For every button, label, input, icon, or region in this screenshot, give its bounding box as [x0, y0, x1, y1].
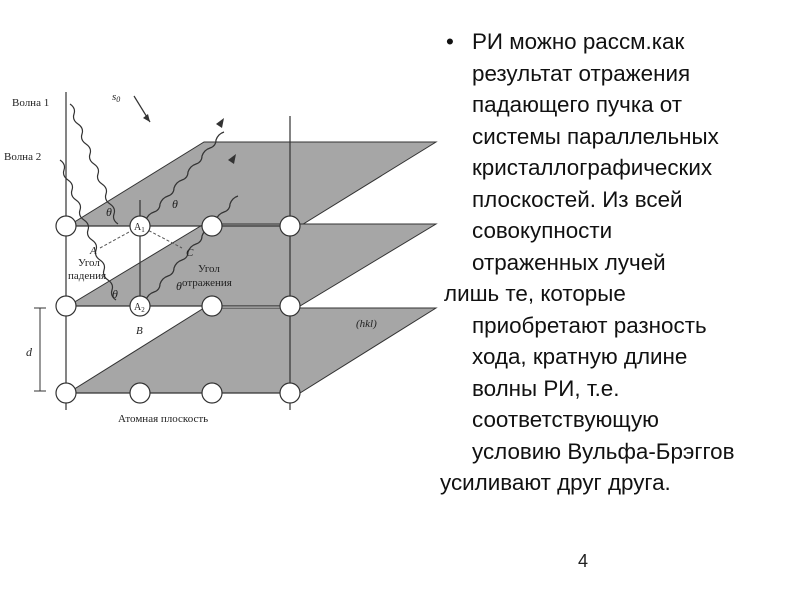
- theta-label-2: θ: [172, 197, 178, 211]
- text-line: условию Вульфа-Брэггов: [472, 438, 735, 464]
- hkl-label: (hkl): [356, 318, 377, 330]
- atom: [56, 216, 76, 236]
- text-block: [440, 26, 795, 499]
- text-line: соответствующую: [472, 407, 659, 432]
- bullet-line-1: [440, 26, 795, 58]
- bragg-diagram: [0, 80, 440, 440]
- bullet-dot: •: [446, 29, 454, 54]
- A1-label: $A_1$: [134, 222, 145, 234]
- atom: [130, 383, 150, 403]
- atom: [202, 216, 222, 236]
- text-line: усиливают друг друга.: [440, 470, 671, 495]
- atom: [56, 383, 76, 403]
- s0-label: s0: [112, 91, 121, 104]
- theta-label-1: θ: [106, 205, 112, 219]
- incidence-angle-label-1: Угол: [78, 257, 100, 269]
- text-line: кристаллографических: [472, 155, 713, 180]
- reflection-angle-label-1: Угол: [198, 263, 220, 275]
- text-line: результат отражения: [472, 60, 691, 86]
- text-line: системы параллельных: [472, 123, 719, 149]
- text-line: падающего пучка от: [472, 92, 683, 117]
- crystal-plane-middle: [68, 224, 436, 306]
- crystal-plane-top: [68, 142, 436, 226]
- text-line: совокупности: [472, 218, 613, 243]
- text-line: хода, кратную длине: [472, 344, 688, 369]
- atom: [280, 296, 300, 316]
- text-line: отраженных лучей: [472, 249, 666, 275]
- atomic-plane-label: Атомная плоскость: [118, 413, 209, 425]
- A2-label: $A_2$: [134, 302, 145, 314]
- atom: [280, 383, 300, 403]
- reflected-arrowhead-1: [216, 118, 224, 128]
- A-label: A: [90, 245, 97, 257]
- theta-label-3: θ: [112, 287, 118, 301]
- text-line: РИ можно рассм.как: [472, 29, 685, 54]
- theta-label-4: θ: [176, 279, 182, 293]
- atom: [56, 296, 76, 316]
- C-label: C: [186, 247, 194, 259]
- atom: [280, 216, 300, 236]
- wave1-label: Волна 1: [12, 97, 50, 109]
- text-line: волны РИ, т.е.: [472, 375, 620, 401]
- wave2-label: Волна 2: [4, 151, 42, 163]
- crystal-plane-bottom: [68, 308, 436, 393]
- B-label: B: [136, 325, 143, 337]
- text-line: приобретают разность: [472, 312, 707, 338]
- incidence-angle-label-2: падения: [68, 270, 107, 282]
- atom: [202, 296, 222, 316]
- page-number: 4: [578, 551, 589, 571]
- d-label: d: [26, 345, 32, 359]
- text-line: плоскостей. Из всей: [472, 186, 683, 212]
- reflection-angle-label-2: отражения: [182, 277, 232, 289]
- atom: [202, 383, 222, 403]
- text-line: лишь те, которые: [444, 281, 626, 306]
